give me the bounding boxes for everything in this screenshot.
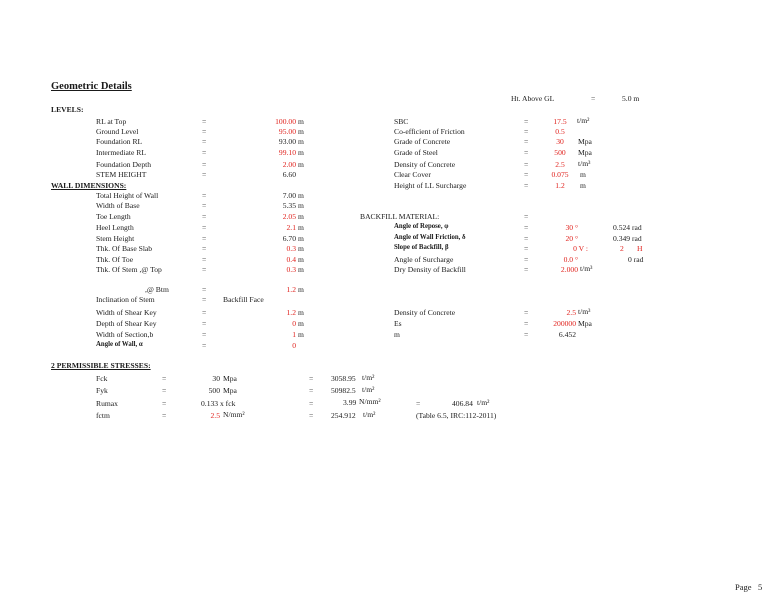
prop-eq: = (524, 148, 529, 157)
stress-conv: 254.912 (331, 411, 356, 420)
ht-above-gl-label: Ht. Above GL (511, 94, 555, 103)
stem-btm-value: 1.2 (286, 285, 296, 294)
page-number: 5 (758, 582, 763, 592)
stem-btm-eq: = (202, 285, 207, 294)
prop-value: 17.5 (553, 117, 567, 126)
shear-eq: = (202, 330, 207, 339)
shear-value: 1 (292, 330, 296, 339)
stress-unit: Mpa (223, 386, 237, 395)
prop-label: Co-efficient of Friction (394, 127, 465, 136)
backfill-eq: = (524, 255, 529, 264)
stem-btm-unit: m (298, 285, 304, 294)
backfill-value: 0.0 ° (563, 255, 578, 264)
right2-unit: t/m³ (578, 307, 591, 316)
backfill-rad: 0.524 rad (613, 223, 642, 232)
right2-eq: = (524, 308, 529, 317)
level-unit: m (298, 127, 304, 136)
shear-eq: = (202, 319, 207, 328)
wall-value: 2.05 (282, 212, 296, 221)
backfill-rad: 0 rad (628, 255, 644, 264)
backfill-value: 20 ° (565, 234, 578, 243)
stress-eq2: = (309, 386, 314, 395)
prop-value: 0.5 (555, 127, 565, 136)
wall-unit: m (298, 244, 304, 253)
backfill-h-num: 2 (620, 244, 624, 253)
backfill-h: H (637, 244, 643, 253)
prop-eq: = (524, 181, 529, 190)
prop-label: Height of LL Surcharge (394, 181, 467, 190)
shear-unit: m (298, 330, 304, 339)
level-value: 2.00 (282, 160, 296, 169)
inclination-value: Backfill Face (223, 295, 264, 304)
backfill-value: 30 ° (565, 223, 578, 232)
stress-value: 2.5 (210, 411, 220, 420)
level-value: 93.00 (278, 137, 296, 146)
shear-value: 0 (292, 341, 296, 350)
stress-conv2-unit: t/m² (477, 398, 490, 407)
wall-value: 7.00 (282, 191, 296, 200)
prop-eq: = (524, 137, 529, 146)
level-value: 6.60 (282, 170, 296, 179)
prop-value: 1.2 (555, 181, 565, 190)
prop-unit: Mpa (578, 137, 592, 146)
wall-value: 2.1 (286, 223, 296, 232)
prop-eq: = (524, 170, 529, 179)
level-unit: m (298, 148, 304, 157)
wall-unit: m (298, 201, 304, 210)
wall-value: 0.3 (286, 244, 296, 253)
stress-label: Fyk (96, 386, 108, 395)
level-eq: = (202, 137, 207, 146)
backfill-label: Dry Density of Backfill (394, 265, 466, 274)
level-eq: = (202, 148, 207, 157)
stress-label: Rumax (96, 399, 118, 408)
wall-unit: m (298, 191, 304, 200)
wall-label: Thk. Of Base Slab (96, 244, 153, 253)
backfill-eq: = (524, 265, 529, 274)
right2-label: Density of Concrete (394, 308, 456, 317)
level-unit: m (298, 160, 304, 169)
shear-unit: m (298, 308, 304, 317)
wall-eq: = (202, 244, 207, 253)
prop-eq: = (524, 117, 529, 126)
shear-label: Angle of Wall, α (96, 341, 143, 348)
wall-unit: m (298, 212, 304, 221)
stress-eq2: = (309, 374, 314, 383)
prop-eq: = (524, 160, 529, 169)
level-label: RL at Top (96, 117, 127, 126)
prop-label: Grade of Concrete (394, 137, 451, 146)
ht-above-gl-eq: = (591, 94, 596, 103)
wall-unit: m (298, 234, 304, 243)
prop-value: 30 (556, 137, 564, 146)
wall-label: Heel Length (96, 223, 134, 232)
shear-eq: = (202, 341, 207, 350)
prop-value: 500 (554, 148, 566, 157)
backfill-value: 0 V : (573, 244, 588, 253)
shear-value: 1.2 (286, 308, 296, 317)
stress-conv2: 406.84 (452, 399, 473, 408)
prop-value: 0.075 (551, 170, 569, 179)
stress-conv-unit: t/m² (363, 410, 376, 419)
stress-label: fctm (96, 411, 110, 420)
stress-eq2: = (309, 411, 314, 420)
wall-label: Toe Length (96, 212, 131, 221)
prop-unit: t/m³ (578, 159, 591, 168)
wall-value: 0.4 (286, 255, 296, 264)
wall-dimensions-heading: WALL DIMENSIONS: (51, 181, 127, 190)
shear-value: 0 (292, 319, 296, 328)
level-label: Ground Level (96, 127, 139, 136)
wall-eq: = (202, 201, 207, 210)
level-value: 100.00 (275, 117, 296, 126)
stress-eq3: = (416, 399, 421, 408)
wall-label: Thk. Of Stem ,@ Top (96, 265, 162, 274)
stress-unit: Mpa (223, 374, 237, 383)
prop-unit: m (580, 181, 586, 190)
wall-label: Width of Base (96, 201, 140, 210)
stem-btm-label: ,@ Btm (145, 285, 169, 294)
stress-label: Fck (96, 374, 108, 383)
stress-value: 30 (212, 374, 220, 383)
wall-label: Stem Height (96, 234, 135, 243)
level-value: 99.10 (278, 148, 296, 157)
stress-conv-unit: t/m² (362, 385, 375, 394)
shear-eq: = (202, 308, 207, 317)
prop-unit: t/m² (577, 116, 590, 125)
stress-value: 0.133 x fck (201, 399, 236, 408)
prop-unit: Mpa (578, 148, 592, 157)
backfill-label: Angle of Surcharge (394, 255, 454, 264)
shear-unit: m (298, 319, 304, 328)
right2-eq: = (524, 319, 529, 328)
shear-label: Width of Section,b (96, 330, 154, 339)
backfill-eq: = (524, 234, 529, 243)
inclination-eq: = (202, 295, 207, 304)
prop-label: Grade of Steel (394, 148, 438, 157)
backfill-rad: 0.349 rad (613, 234, 642, 243)
wall-value: 0.3 (286, 265, 296, 274)
level-eq: = (202, 127, 207, 136)
wall-eq: = (202, 255, 207, 264)
backfill-label: Angle of Wall Friction, δ (394, 234, 466, 241)
backfill-eq: = (524, 223, 529, 232)
right2-eq: = (524, 330, 529, 339)
stress-conv: 50982.5 (331, 386, 356, 395)
levels-heading: LEVELS: (51, 105, 84, 114)
stress-conv-unit: N/mm² (359, 397, 381, 406)
level-eq: = (202, 117, 207, 126)
stress-unit: N/mm² (223, 410, 245, 419)
stress-conv: 3058.95 (331, 374, 356, 383)
stress-eq2: = (309, 399, 314, 408)
level-label: Foundation RL (96, 137, 143, 146)
prop-label: Clear Cover (394, 170, 431, 179)
stress-eq: = (162, 386, 167, 395)
level-value: 95.00 (278, 127, 296, 136)
stress-eq: = (162, 374, 167, 383)
backfill-label: Slope of Backfill, β (394, 244, 449, 251)
backfill-label: Angle of Repose, φ (394, 223, 449, 230)
level-label: Foundation Depth (96, 160, 152, 169)
stress-eq: = (162, 399, 167, 408)
wall-label: Thk. Of Toe (96, 255, 134, 264)
level-unit: m (298, 137, 304, 146)
prop-label: SBC (394, 117, 409, 126)
level-label: STEM HEIGHT (96, 170, 147, 179)
page-title: Geometric Details (51, 81, 132, 92)
stress-conv: 3.99 (343, 398, 357, 407)
stress-note: (Table 6.5, IRC:112-2011) (416, 411, 497, 420)
stress-eq: = (162, 411, 167, 420)
wall-eq: = (202, 265, 207, 274)
page-label: Page (735, 582, 752, 592)
wall-eq: = (202, 223, 207, 232)
backfill-unit: t/m³ (580, 264, 593, 273)
prop-value: 2.5 (555, 160, 565, 169)
backfill-value: 2.000 (560, 265, 578, 274)
right2-value: 2.5 (566, 308, 576, 317)
prop-label: Density of Concrete (394, 160, 456, 169)
level-eq: = (202, 170, 207, 179)
right2-label: m (394, 330, 400, 339)
backfill-heading: BACKFILL MATERIAL: (360, 212, 440, 221)
right2-unit: Mpa (578, 319, 592, 328)
shear-label: Width of Shear Key (96, 308, 157, 317)
wall-value: 5.35 (282, 201, 296, 210)
prop-unit: m (580, 170, 586, 179)
wall-value: 6.70 (282, 234, 296, 243)
inclination-label: Inclination of Stem (96, 295, 155, 304)
wall-label: Total Height of Wall (96, 191, 159, 200)
wall-unit: m (298, 265, 304, 274)
stress-conv-unit: t/m² (362, 373, 375, 382)
wall-eq: = (202, 191, 207, 200)
ht-above-gl-value: 5.0 m (622, 94, 640, 103)
wall-unit: m (298, 255, 304, 264)
stress-value: 500 (208, 386, 220, 395)
shear-label: Depth of Shear Key (96, 319, 157, 328)
backfill-eq: = (524, 212, 529, 221)
backfill-eq: = (524, 244, 529, 253)
stresses-heading: 2 PERMISSIBLE STRESSES: (51, 361, 151, 370)
wall-unit: m (298, 223, 304, 232)
right2-label: Es (394, 319, 402, 328)
right2-value: 200000 (553, 319, 576, 328)
level-label: Intermediate RL (96, 148, 146, 157)
right2-value: 6.452 (558, 330, 576, 339)
wall-eq: = (202, 212, 207, 221)
prop-eq: = (524, 127, 529, 136)
wall-eq: = (202, 234, 207, 243)
level-eq: = (202, 160, 207, 169)
level-unit: m (298, 117, 304, 126)
